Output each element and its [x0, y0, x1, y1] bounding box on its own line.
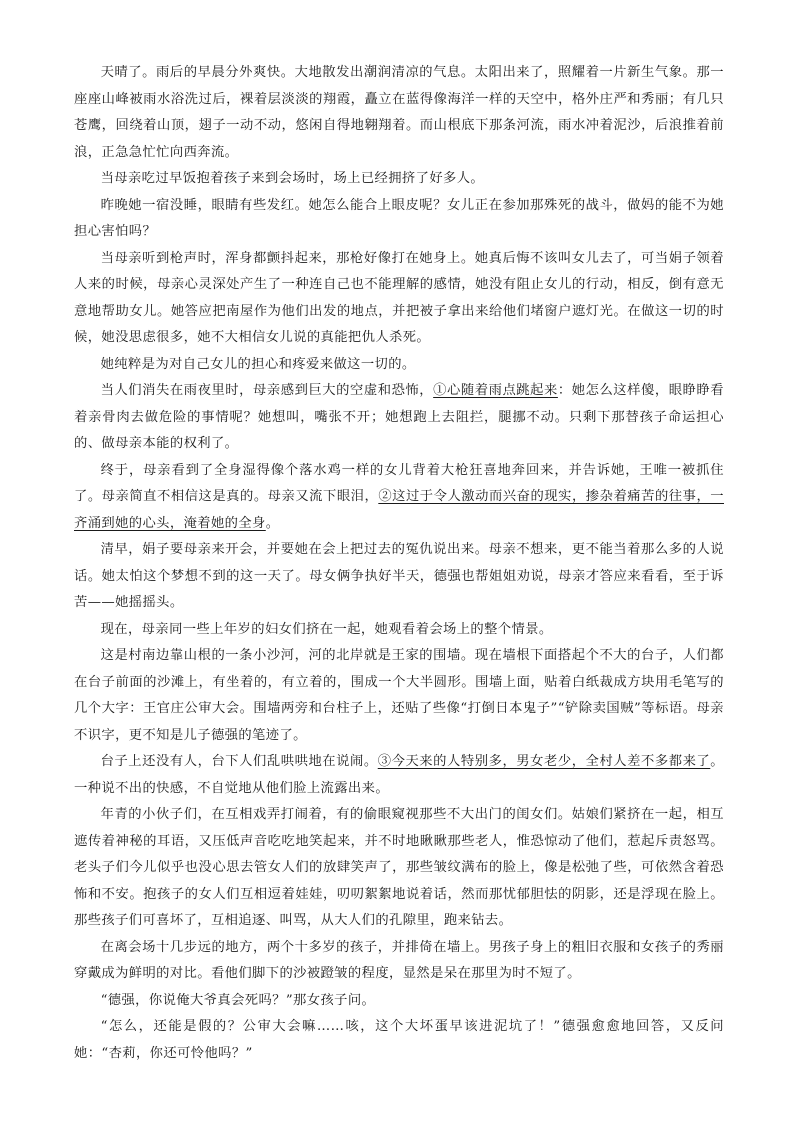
paragraph: [74, 643, 724, 749]
text-segment: 在离会场十几步远的地方，两个十多岁的孩子，并排倚在墙上。男孩子身上的粗旧衣服和女孩子的秀丽穿戴成为鲜明的对比。看他们脚下的沙被蹬皱的程度，显然是呆在那里为时不短了。: [74, 939, 724, 981]
paragraph: [74, 988, 724, 1015]
text-segment: “怎么，还能是假的？公审大会嘛……咳，这个大坏蛋早该进泥坑了！”德强愈愈地回答，又反问她：“杏莉，你还可怜他吗？”: [74, 1019, 724, 1061]
text-segment: 昨晚她一宿没睡，眼睛有些发红。她怎么能合上眼皮呢？女儿正在参加那殊死的战斗，做妈的能不为她担心害怕吗？: [74, 197, 724, 239]
paragraph: [74, 166, 724, 193]
text-segment: 清早，娟子要母亲来开会，并要她在会上把过去的冤仇说出来。母亲不想来，更不能当着那么多的人说话。她太怕这个梦想不到的这一天了。母女俩争执好半天，德强也帮姐姐劝说，母亲才答应来看看，至于诉苦——她摇摇头。: [74, 542, 724, 610]
text-segment: 终于，母亲看到了全身湿得像个落水鸡一样的女儿背着大枪狂喜地奔回来，并告诉她，王唯一被抓住了。母亲简直不相信这是真的。母亲又流下眼泪，: [74, 462, 724, 504]
text-segment: 。: [265, 515, 280, 531]
paragraph: [74, 749, 724, 802]
text-segment: 这是村南边靠山根的一条小沙河，河的北岸就是王家的围墙。现在墙根下面搭起个不大的台子，人们都在台子前面的沙滩上，有坐着的，有立着的，围成一个大半圆形。围墙上面，贴着白纸裁成方块用毛笔写的几个大字：王官庄公审大会。围墙两旁和台柱子上，还贴了些像“打倒日本鬼子”“铲除卖国贼”等标语。母亲不识字，更不知是儿子德强的笔迹了。: [74, 648, 724, 743]
text-segment: 天晴了。雨后的早晨分外爽快。大地散发出潮润清凉的气息。太阳出来了，照耀着一片新生气象。那一座座山峰被雨水浴洗过后，裸着层淡淡的翔霞，矗立在蓝得像海洋一样的天空中，格外庄严和秀丽；有几只苍鹰，回绕着山顶，翅子一动不动，悠闲自得地翱翔着。而山根底下那条河流，雨水冲着泥沙，后浪推着前浪，正急急忙忙向西奔流。: [74, 65, 724, 160]
text-segment: 当人们消失在雨夜里时，母亲感到巨大的空虚和恐怖，: [100, 383, 434, 398]
underlined-sentence: ③今天来的人特别多，男女老少，全村人差不多都来了: [377, 754, 711, 769]
paragraph: [74, 458, 724, 538]
paragraph: [74, 378, 724, 458]
paragraph: [74, 802, 724, 935]
paragraph: [74, 193, 724, 246]
paragraph: [74, 1014, 724, 1067]
underlined-sentence: ②这过于令人激动而兴奋的现实，掺杂着痛苦的往事，一齐涌到她的心头，淹着她的全身: [74, 489, 724, 531]
document-page: [74, 60, 724, 1067]
paragraph: [74, 935, 724, 988]
paragraph: [74, 617, 724, 644]
text-segment: 台子上还没有人，台下人们乱哄哄地在说闹。: [100, 754, 378, 769]
text-segment: 她纯粹是为对自己女儿的担心和疼爱来做这一切的。: [100, 356, 416, 372]
underlined-sentence: ①心随着雨点跳起来: [433, 383, 558, 398]
text-segment: 现在，母亲同一些上年岁的妇女们挤在一起，她观看着会场上的整个情景。: [100, 621, 553, 637]
paragraph: [74, 60, 724, 166]
text-segment: “德强，你说俺大爷真会死吗？”那女孩子问。: [100, 992, 376, 1008]
text-segment: 年青的小伙子们，在互相戏弄打闹着，有的偷眼窥视那些不大出门的闺女们。姑娘们紧挤在一起，相互遮传着神秘的耳语，又压低声音吃吃地笑起来，并不时地瞅瞅那些老人，惟恐惊动了他们，惹起斥责怒骂。老头子们今儿似乎也没心思去管女人们的放肆笑声了，那些皱纹满布的脸上，像是松弛了些，可依然含着恐怖和不安。抱孩子的女人们互相逗着娃娃，叨叨絮絮地说着话，然而那忧郁胆怯的阴影，还是浮现在脸上。那些孩子们可喜坏了，互相追逐、叫骂，从大人们的孔隙里，跑来钻去。: [74, 807, 724, 928]
paragraph: [74, 537, 724, 617]
text-segment: 。一种说不出的快感，不自觉地从他们脸上流露出来。: [74, 754, 724, 796]
text-segment: ：她怎么这样傻，眼睁睁看着亲骨肉去做危险的事情呢？她想叫，嘴张不开；她想跑上去阻拦，腿挪不动。只剩下那替孩子命运担心的、做母亲本能的权利了。: [74, 383, 724, 451]
paragraph: [74, 352, 724, 379]
text-segment: 当母亲吃过早饭抱着孩子来到会场时，场上已经拥挤了好多人。: [100, 171, 485, 186]
paragraph: [74, 246, 724, 352]
text-segment: 当母亲听到枪声时，浑身都颤抖起来，那枪好像打在她身上。她真后悔不该叫女儿去了，可当娟子领着人来的时候，母亲心灵深处产生了一种连自己也不能理解的感情，她没有阻止女儿的行动，相反，倒有意无意地帮助女儿。她答应把南屋作为他们出发的地点，并把被子拿出来给他们堵窗户遮灯光。在做这一切的时候，她没思虑很多，她不大相信女儿说的真能把仇人杀死。: [74, 250, 724, 345]
